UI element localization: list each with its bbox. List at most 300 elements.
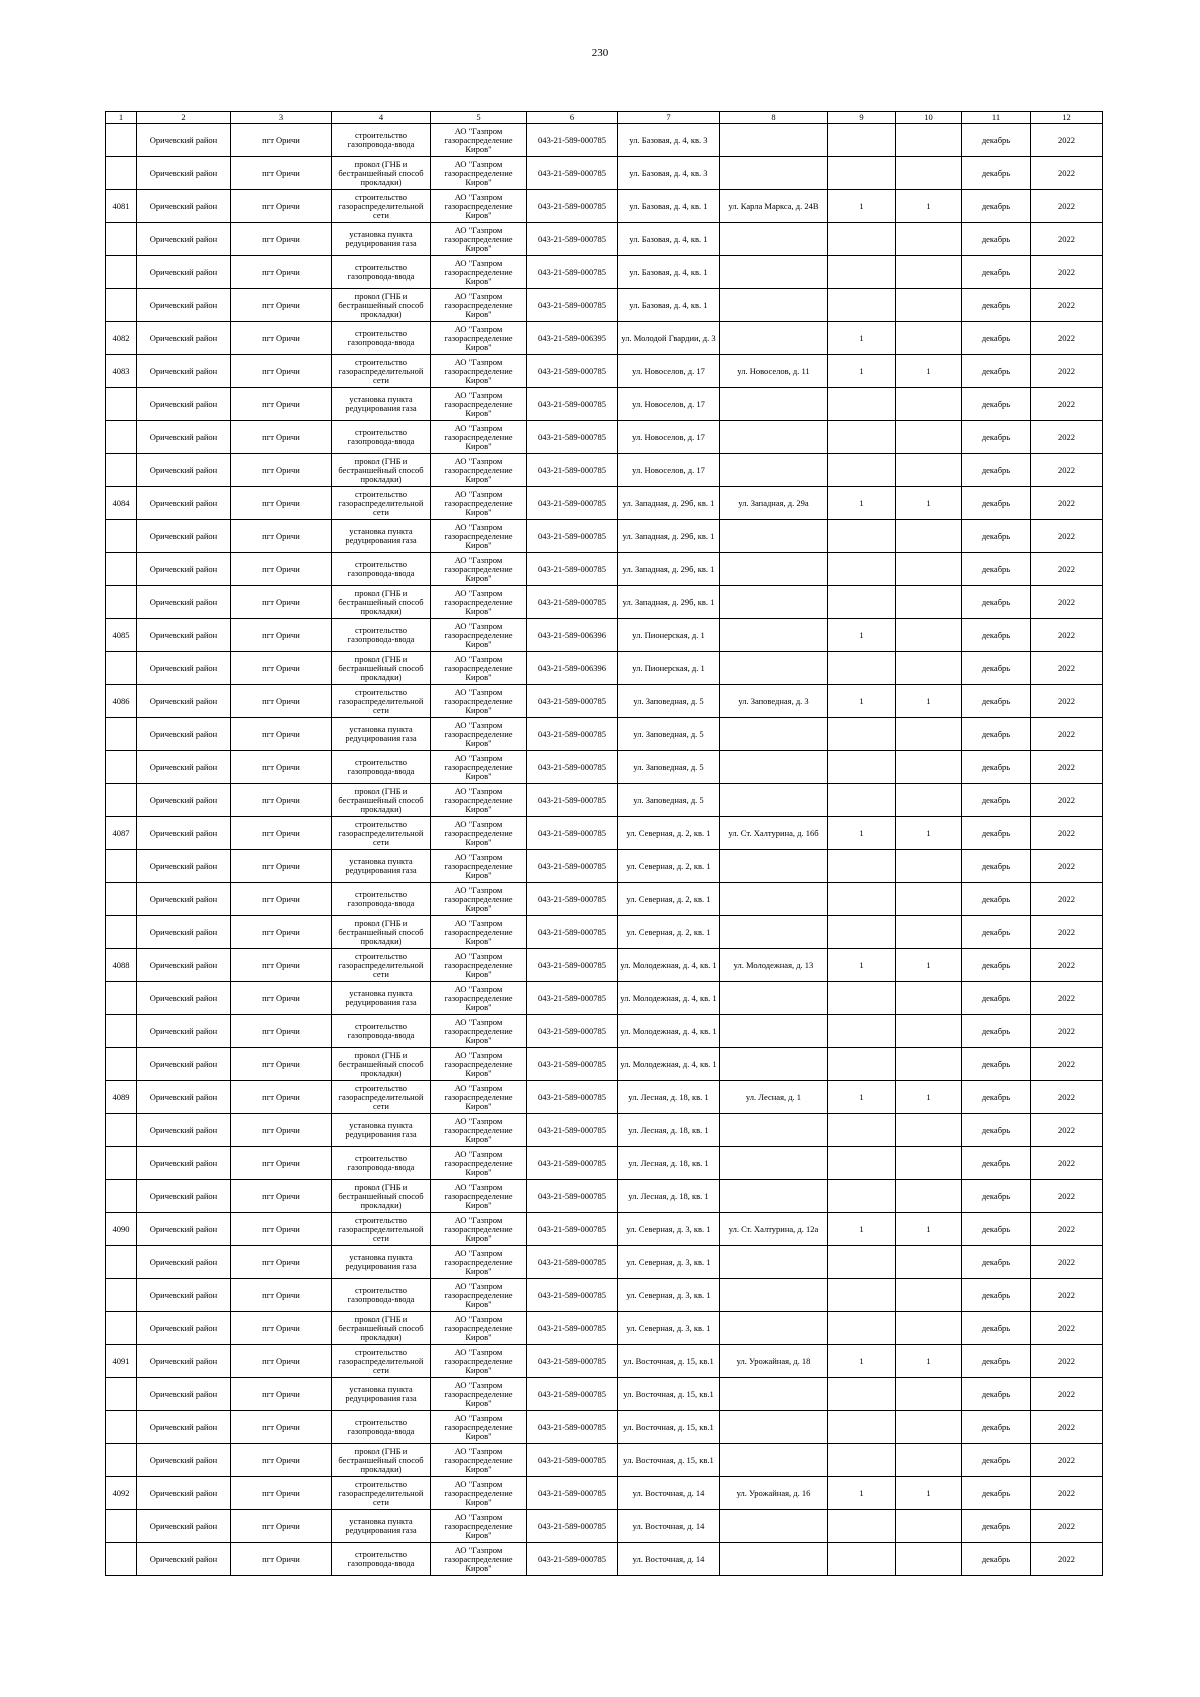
cell-target-address (720, 916, 828, 949)
cell-text: 2 (181, 113, 186, 122)
cell-text: пгт Оричи (262, 300, 300, 310)
cell-text: ул. Северная, д. 2, кв. 1 (626, 894, 711, 904)
cell-work-type (332, 454, 431, 487)
cell-work-type (332, 1510, 431, 1543)
cell-target-address (720, 487, 828, 520)
cell-text: Оричевский район (149, 465, 218, 475)
cell-text: пгт Оричи (262, 1026, 300, 1036)
cell-month (962, 817, 1031, 850)
cell-text: Оричевский район (149, 399, 218, 409)
cell-text: декабрь (981, 1257, 1011, 1267)
cell-count-a (828, 223, 896, 256)
cell-text: декабрь (981, 795, 1011, 805)
cell-text: 2022 (1058, 1059, 1075, 1069)
cell-row-number (106, 553, 137, 586)
cell-month (962, 1411, 1031, 1444)
cell-code (527, 1147, 618, 1180)
cell-text: 2022 (1058, 531, 1075, 541)
cell-text: ул. Новоселов, д. 17 (632, 399, 705, 409)
cell-text: 1 (926, 1488, 931, 1498)
cell-target-address (720, 1411, 828, 1444)
cell-text: 2022 (1058, 399, 1075, 409)
cell-code (527, 256, 618, 289)
cell-text: ул. Новоселов, д. 17 (632, 366, 705, 376)
cell-text: декабрь (981, 564, 1011, 574)
cell-row-number (106, 586, 137, 619)
cell-text: декабрь (981, 1026, 1011, 1036)
cell-text: прокол (ГНБ и бестраншейный способ прокладки) (338, 654, 424, 682)
cell-text: прокол (ГНБ и бестраншейный способ прокладки) (338, 159, 424, 187)
cell-work-type (332, 1411, 431, 1444)
cell-text: ул. Северная, д. 3, кв. 1 (626, 1290, 711, 1300)
cell-text: строительство газораспределительной сети (338, 951, 424, 979)
cell-count-b (896, 1048, 962, 1081)
cell-address (618, 388, 720, 421)
cell-text: ул. Северная, д. 2, кв. 1 (626, 828, 711, 838)
cell-text: 2022 (1058, 234, 1075, 244)
cell-month (962, 1378, 1031, 1411)
cell-text: 2022 (1058, 201, 1075, 211)
cell-month (962, 883, 1031, 916)
cell-text: декабрь (981, 1455, 1011, 1465)
cell-text: АО "Газпром газораспределение Киров" (444, 1413, 513, 1441)
cell-month (962, 1147, 1031, 1180)
cell-work-type (332, 157, 431, 190)
cell-address (618, 553, 720, 586)
cell-organization (431, 652, 527, 685)
cell-text: 2022 (1058, 1455, 1075, 1465)
cell-district (137, 112, 231, 124)
cell-text: прокол (ГНБ и бестраншейный способ прокладки) (338, 786, 424, 814)
cell-text: 043-21-589-000785 (538, 531, 606, 541)
cell-text: АО "Газпром газораспределение Киров" (444, 1017, 513, 1045)
cell-text: ул. Базовая, д. 4, кв. 3 (629, 135, 708, 145)
cell-text: прокол (ГНБ и бестраншейный способ прокладки) (338, 1446, 424, 1474)
cell-text: декабрь (981, 597, 1011, 607)
cell-code (527, 112, 618, 124)
cell-address (618, 1543, 720, 1576)
cell-text: 043-21-589-000785 (538, 1488, 606, 1498)
cell-text: декабрь (981, 1092, 1011, 1102)
cell-code (527, 1510, 618, 1543)
cell-row-number (106, 1246, 137, 1279)
cell-text: строительство газораспределительной сети (338, 192, 424, 220)
cell-target-address (720, 1081, 828, 1114)
cell-text: 1 (859, 1356, 864, 1366)
cell-text: 2022 (1058, 1422, 1075, 1432)
cell-target-address (720, 454, 828, 487)
cell-target-address (720, 1180, 828, 1213)
cell-code (527, 1312, 618, 1345)
cell-district (137, 520, 231, 553)
cell-year (1031, 355, 1103, 388)
cell-work-type (332, 586, 431, 619)
cell-text: 043-21-589-000785 (538, 861, 606, 871)
cell-text: 043-21-589-000785 (538, 1125, 606, 1135)
cell-text: 043-21-589-000785 (538, 1521, 606, 1531)
page-number: 230 (591, 47, 609, 59)
cell-code (527, 916, 618, 949)
cell-text: ул. Новоселов, д. 11 (737, 366, 810, 376)
table-row (106, 553, 1103, 586)
cell-text: пгт Оричи (262, 1554, 300, 1564)
cell-count-b (896, 586, 962, 619)
cell-text: прокол (ГНБ и бестраншейный способ прокладки) (338, 1182, 424, 1210)
cell-row-number (106, 223, 137, 256)
cell-month (962, 1246, 1031, 1279)
cell-work-type (332, 421, 431, 454)
cell-year (1031, 883, 1103, 916)
cell-text: декабрь (981, 1389, 1011, 1399)
cell-text: 043-21-589-000785 (538, 234, 606, 244)
cell-target-address (720, 652, 828, 685)
table-row (106, 1279, 1103, 1312)
cell-year (1031, 1543, 1103, 1576)
cell-address (618, 817, 720, 850)
cell-district (137, 1543, 231, 1576)
cell-text: Оричевский район (149, 432, 218, 442)
cell-month (962, 685, 1031, 718)
cell-district (137, 1147, 231, 1180)
cell-target-address (720, 553, 828, 586)
cell-count-a (828, 652, 896, 685)
cell-address (618, 1114, 720, 1147)
cell-text: Оричевский район (149, 1422, 218, 1432)
cell-text: АО "Газпром газораспределение Киров" (444, 786, 513, 814)
cell-work-type (332, 949, 431, 982)
cell-text: 1 (859, 630, 864, 640)
cell-month (962, 949, 1031, 982)
cell-row-number (106, 487, 137, 520)
cell-text: пгт Оричи (262, 201, 300, 211)
cell-text: ул. Северная, д. 2, кв. 1 (626, 861, 711, 871)
cell-text: ул. Базовая, д. 4, кв. 3 (629, 168, 708, 178)
cell-text: 043-21-589-000785 (538, 927, 606, 937)
cell-count-a (828, 916, 896, 949)
cell-address (618, 322, 720, 355)
cell-text: ул. Базовая, д. 4, кв. 1 (629, 201, 708, 211)
cell-text: пгт Оричи (262, 597, 300, 607)
cell-text: 2022 (1058, 1158, 1075, 1168)
cell-work-type (332, 553, 431, 586)
cell-target-address (720, 1477, 828, 1510)
cell-text: строительство газопровода-ввода (347, 1022, 415, 1040)
cell-text: 043-21-589-000785 (538, 828, 606, 838)
cell-work-type (332, 1048, 431, 1081)
cell-row-number (106, 1411, 137, 1444)
cell-district (137, 322, 231, 355)
cell-district (137, 718, 231, 751)
cell-count-b (896, 949, 962, 982)
cell-text: установка пункта редуцирования газа (345, 1517, 417, 1535)
cell-text: строительство газопровода-ввода (347, 1550, 415, 1568)
cell-text: АО "Газпром газораспределение Киров" (444, 588, 513, 616)
cell-text: 2022 (1058, 828, 1075, 838)
cell-text: Оричевский район (149, 1488, 218, 1498)
cell-text: АО "Газпром газораспределение Киров" (444, 918, 513, 946)
cell-text: 2022 (1058, 861, 1075, 871)
cell-work-type (332, 1081, 431, 1114)
cell-text: 12 (1062, 113, 1071, 122)
cell-organization (431, 1345, 527, 1378)
cell-district (137, 751, 231, 784)
cell-text: АО "Газпром газораспределение Киров" (444, 1380, 513, 1408)
cell-organization (431, 190, 527, 223)
cell-row-number (106, 421, 137, 454)
cell-target-address (720, 190, 828, 223)
cell-address (618, 1180, 720, 1213)
cell-work-type (332, 652, 431, 685)
cell-text: 043-21-589-000785 (538, 201, 606, 211)
cell-code (527, 1444, 618, 1477)
cell-text: ул. Молодой Гвардии, д. 3 (621, 333, 716, 343)
cell-text: 2022 (1058, 1521, 1075, 1531)
cell-work-type (332, 718, 431, 751)
cell-district (137, 817, 231, 850)
cell-code (527, 1378, 618, 1411)
cell-text: 2022 (1058, 663, 1075, 673)
cell-district (137, 685, 231, 718)
cell-text: Оричевский район (149, 1521, 218, 1531)
cell-address (618, 1048, 720, 1081)
cell-row-number (106, 1015, 137, 1048)
cell-text: декабрь (981, 399, 1011, 409)
cell-text: пгт Оричи (262, 333, 300, 343)
cell-text: строительство газопровода-ввода (347, 1154, 415, 1172)
cell-organization (431, 1180, 527, 1213)
cell-month (962, 1180, 1031, 1213)
cell-text: прокол (ГНБ и бестраншейный способ прокладки) (338, 456, 424, 484)
cell-text: 11 (991, 113, 1001, 122)
cell-work-type (332, 388, 431, 421)
cell-month (962, 916, 1031, 949)
cell-year (1031, 685, 1103, 718)
cell-month (962, 652, 1031, 685)
cell-month (962, 850, 1031, 883)
cell-district (137, 916, 231, 949)
cell-month (962, 256, 1031, 289)
cell-year (1031, 553, 1103, 586)
cell-text: ул. Карла Маркса, д. 24В (728, 201, 819, 211)
cell-text: строительство газораспределительной сети (338, 357, 424, 385)
cell-text: ул. Молодежная, д. 4, кв. 1 (620, 960, 717, 970)
cell-organization (431, 421, 527, 454)
cell-code (527, 190, 618, 223)
cell-text: 2022 (1058, 1191, 1075, 1201)
cell-text: 4087 (112, 828, 130, 838)
cell-district (137, 1048, 231, 1081)
cell-district (137, 223, 231, 256)
cell-organization (431, 1411, 527, 1444)
cell-text: пгт Оричи (262, 399, 300, 409)
cell-text: 2022 (1058, 1356, 1075, 1366)
cell-text: АО "Газпром газораспределение Киров" (444, 489, 513, 517)
cell-year (1031, 1180, 1103, 1213)
cell-row-number (106, 916, 137, 949)
cell-count-b (896, 256, 962, 289)
cell-text: ул. Лесная, д. 1 (745, 1092, 802, 1102)
cell-row-number (106, 1114, 137, 1147)
cell-target-address (720, 685, 828, 718)
cell-count-a (828, 520, 896, 553)
cell-text: 043-21-589-006396 (538, 630, 606, 640)
cell-text: ул. Молодежная, д. 4, кв. 1 (620, 1059, 717, 1069)
cell-row-number (106, 289, 137, 322)
cell-text: ул. Заповедная, д. 5 (633, 795, 704, 805)
cell-locality (231, 1411, 332, 1444)
cell-text: пгт Оричи (262, 1488, 300, 1498)
cell-organization (431, 1246, 527, 1279)
cell-text: Оричевский район (149, 267, 218, 277)
cell-text: АО "Газпром газораспределение Киров" (444, 1182, 513, 1210)
cell-text: 043-21-589-000785 (538, 135, 606, 145)
cell-month (962, 190, 1031, 223)
cell-locality (231, 1147, 332, 1180)
cell-text: 043-21-589-000785 (538, 1257, 606, 1267)
cell-district (137, 190, 231, 223)
cell-text: ул. Восточная, д. 15, кв.1 (623, 1389, 714, 1399)
cell-code (527, 355, 618, 388)
cell-text: АО "Газпром газораспределение Киров" (444, 1479, 513, 1507)
cell-organization (431, 850, 527, 883)
cell-count-a (828, 817, 896, 850)
cell-text: установка пункта редуцирования газа (345, 725, 417, 743)
cell-address (618, 718, 720, 751)
cell-month (962, 112, 1031, 124)
cell-locality (231, 1279, 332, 1312)
cell-work-type (332, 322, 431, 355)
cell-text: 2022 (1058, 1554, 1075, 1564)
cell-row-number (106, 652, 137, 685)
cell-district (137, 1279, 231, 1312)
cell-target-address (720, 355, 828, 388)
cell-organization (431, 1510, 527, 1543)
cell-count-b (896, 223, 962, 256)
table-row (106, 1543, 1103, 1576)
cell-address (618, 1279, 720, 1312)
cell-text: 2022 (1058, 465, 1075, 475)
cell-target-address (720, 1510, 828, 1543)
cell-count-b (896, 1543, 962, 1576)
cell-count-a (828, 982, 896, 1015)
cell-text: Оричевский район (149, 300, 218, 310)
table-row (106, 421, 1103, 454)
cell-text: ул. Лесная, д. 18, кв. 1 (628, 1191, 709, 1201)
cell-count-b (896, 1213, 962, 1246)
cell-text: АО "Газпром газораспределение Киров" (444, 654, 513, 682)
cell-text: ул. Восточная, д. 14 (632, 1488, 705, 1498)
cell-text: 4 (378, 113, 384, 122)
table-row (106, 619, 1103, 652)
cell-address (618, 124, 720, 157)
cell-text: Оричевский район (149, 564, 218, 574)
cell-locality (231, 223, 332, 256)
cell-count-a (828, 1543, 896, 1576)
cell-row-number (106, 718, 137, 751)
cell-organization (431, 619, 527, 652)
cell-text: АО "Газпром газораспределение Киров" (444, 984, 513, 1012)
cell-year (1031, 289, 1103, 322)
cell-text: установка пункта редуцирования газа (345, 230, 417, 248)
cell-row-number (106, 1279, 137, 1312)
cell-text: 5 (476, 113, 481, 122)
cell-target-address (720, 1114, 828, 1147)
cell-text: 1 (926, 366, 931, 376)
cell-text: Оричевский район (149, 1158, 218, 1168)
cell-text: прокол (ГНБ и бестраншейный способ прокладки) (338, 1050, 424, 1078)
cell-text: 1 (859, 1488, 864, 1498)
cell-district (137, 1510, 231, 1543)
cell-text: Оричевский район (149, 234, 218, 244)
table-row (106, 883, 1103, 916)
table-row (106, 157, 1103, 190)
cell-work-type (332, 1444, 431, 1477)
table-row (106, 1213, 1103, 1246)
cell-count-b (896, 421, 962, 454)
cell-text: 043-21-589-000785 (538, 300, 606, 310)
cell-code (527, 883, 618, 916)
cell-organization (431, 157, 527, 190)
cell-count-a (828, 322, 896, 355)
cell-count-b (896, 1477, 962, 1510)
cell-text: 2022 (1058, 1323, 1075, 1333)
cell-text: 9 (859, 113, 864, 122)
cell-organization (431, 112, 527, 124)
cell-count-a (828, 112, 896, 124)
cell-text: строительство газораспределительной сети (338, 819, 424, 847)
cell-text: АО "Газпром газораспределение Киров" (444, 1545, 513, 1573)
cell-target-address (720, 124, 828, 157)
cell-month (962, 520, 1031, 553)
cell-address (618, 1510, 720, 1543)
cell-month (962, 718, 1031, 751)
cell-address (618, 619, 720, 652)
cell-count-a (828, 619, 896, 652)
cell-text: 1 (859, 960, 864, 970)
cell-organization (431, 1444, 527, 1477)
cell-text: пгт Оричи (262, 927, 300, 937)
cell-target-address (720, 256, 828, 289)
cell-work-type (332, 751, 431, 784)
cell-text: пгт Оричи (262, 663, 300, 673)
cell-month (962, 388, 1031, 421)
cell-text: 043-21-589-000785 (538, 498, 606, 508)
cell-text: установка пункта редуцирования газа (345, 1121, 417, 1139)
cell-row-number (106, 1444, 137, 1477)
cell-work-type (332, 1180, 431, 1213)
cell-month (962, 1213, 1031, 1246)
cell-target-address (720, 322, 828, 355)
cell-count-b (896, 916, 962, 949)
cell-text: декабрь (981, 1290, 1011, 1300)
cell-text: 1 (859, 366, 864, 376)
cell-count-a (828, 1114, 896, 1147)
cell-target-address (720, 1213, 828, 1246)
cell-text: пгт Оричи (262, 234, 300, 244)
cell-text: декабрь (981, 531, 1011, 541)
cell-organization (431, 1213, 527, 1246)
cell-text: Оричевский район (149, 1059, 218, 1069)
cell-code (527, 1114, 618, 1147)
cell-month (962, 223, 1031, 256)
cell-target-address (720, 1543, 828, 1576)
cell-row-number (106, 1081, 137, 1114)
cell-text: строительство газопровода-ввода (347, 890, 415, 908)
cell-target-address (720, 157, 828, 190)
cell-text: пгт Оричи (262, 993, 300, 1003)
cell-text: Оричевский район (149, 663, 218, 673)
cell-code (527, 454, 618, 487)
